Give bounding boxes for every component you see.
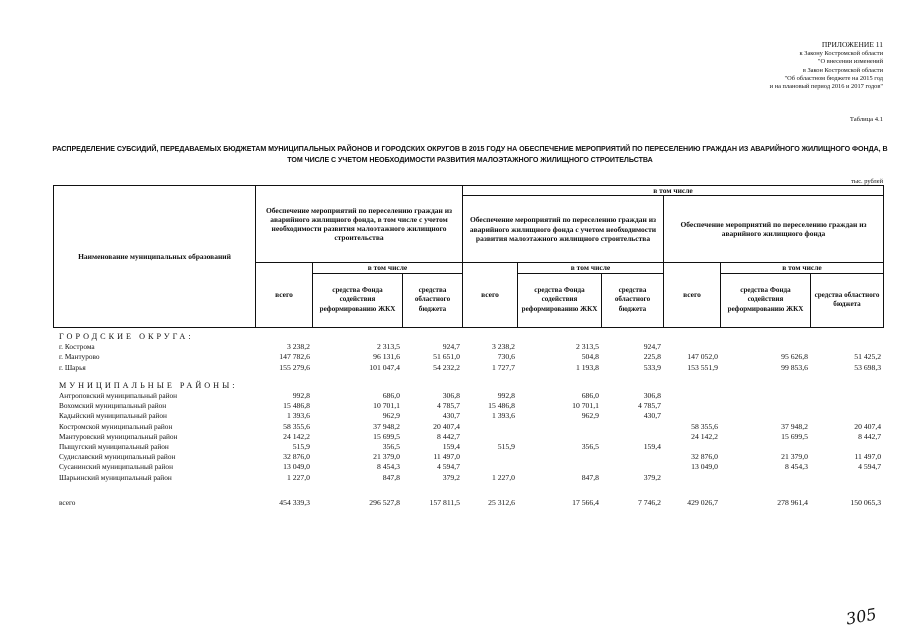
handwritten-page-number: 305 bbox=[845, 604, 879, 629]
table-cell: 159,4 bbox=[643, 442, 661, 452]
table-cell: 53 698,3 bbox=[854, 362, 882, 372]
table-row bbox=[53, 352, 883, 362]
table-cell: 430,7 bbox=[643, 411, 661, 421]
table-cell: 924,7 bbox=[442, 342, 460, 352]
section-heading-row bbox=[53, 332, 883, 342]
table-cell bbox=[720, 442, 810, 452]
table-row bbox=[53, 411, 883, 421]
table-row bbox=[53, 452, 883, 462]
row-name: Мантуровский муниципальный район bbox=[59, 431, 178, 441]
table-cell: 4 594,7 bbox=[858, 462, 882, 472]
table-cell bbox=[462, 452, 517, 462]
table-cell: 225,8 bbox=[643, 352, 661, 362]
table-cell bbox=[720, 401, 810, 411]
row-name: Вохомский муниципальный район bbox=[59, 401, 167, 411]
table-cell: 13 049,0 bbox=[283, 462, 310, 472]
table-cell: 730,6 bbox=[497, 352, 515, 362]
table-cell: 157 811,5 bbox=[429, 497, 460, 507]
table-cell: 20 407,4 bbox=[854, 421, 882, 431]
header-in-that-number-top: в том числе bbox=[463, 186, 884, 196]
table-cell: 15 699,5 bbox=[373, 431, 400, 441]
table-row bbox=[53, 432, 883, 442]
table-cell: 99 853,6 bbox=[781, 362, 808, 372]
table-cell: 11 497,0 bbox=[433, 452, 460, 462]
header-total: всего bbox=[256, 263, 313, 327]
table-cell: 13 049,0 bbox=[691, 462, 718, 472]
table-header bbox=[53, 185, 884, 328]
table-cell: 15 486,8 bbox=[488, 401, 515, 411]
table-cell: 3 238,2 bbox=[491, 342, 515, 352]
table-cell: 37 948,2 bbox=[373, 421, 400, 431]
table-cell: 153 551,9 bbox=[687, 362, 718, 372]
table-cell: 356,5 bbox=[581, 442, 599, 452]
table-cell: 504,8 bbox=[581, 352, 599, 362]
table-cell: 150 065,3 bbox=[850, 497, 882, 507]
table-cell: 58 355,6 bbox=[691, 421, 718, 431]
table-cell: 924,7 bbox=[643, 342, 661, 352]
table-cell: 1 227,0 bbox=[491, 472, 515, 482]
table-cell: 95 626,8 bbox=[781, 352, 808, 362]
table-cell: 686,0 bbox=[581, 391, 599, 401]
table-row bbox=[53, 363, 883, 373]
table-cell: 7 746,2 bbox=[637, 497, 661, 507]
table-cell bbox=[663, 391, 720, 401]
table-cell: 17 566,4 bbox=[572, 497, 599, 507]
header-group-low-rise: Обеспечение мероприятий по переселению граждан из аварийного жилищного фонда с учетом необходимости развития малоэтажного жилищного строительства bbox=[463, 196, 664, 263]
annex-line: к Закону Костромской области bbox=[799, 50, 883, 57]
table-cell bbox=[810, 442, 883, 452]
table-cell: 3 238,2 bbox=[286, 342, 310, 352]
table-cell: 37 948,2 bbox=[781, 421, 808, 431]
table-cell: 533,9 bbox=[643, 362, 661, 372]
table-cell: 962,9 bbox=[382, 411, 400, 421]
table-cell: 32 876,0 bbox=[283, 452, 310, 462]
table-cell bbox=[810, 401, 883, 411]
table-row bbox=[53, 342, 883, 352]
table-cell: 992,8 bbox=[292, 391, 310, 401]
header-fund: средства Фонда содействия реформированию ЖКХ bbox=[313, 273, 403, 327]
table-cell: 8 454,3 bbox=[376, 462, 400, 472]
header-in-that-number: в том числе bbox=[518, 263, 664, 273]
table-cell: 296 527,8 bbox=[369, 497, 400, 507]
table-cell: 51 425,2 bbox=[854, 352, 882, 362]
row-name: Костромской муниципальный район bbox=[59, 421, 173, 431]
row-name: Шарьинский муниципальный район bbox=[59, 472, 172, 482]
table-cell: 1 727,7 bbox=[491, 362, 515, 372]
table-cell: 847,8 bbox=[581, 472, 599, 482]
header-regional: средства областного бюджета bbox=[602, 273, 664, 327]
table-cell: 4 785,7 bbox=[436, 401, 460, 411]
table-cell: 1 393,6 bbox=[491, 411, 515, 421]
table-cell: 430,7 bbox=[442, 411, 460, 421]
table-cell: 356,5 bbox=[382, 442, 400, 452]
table-cell: 454 339,3 bbox=[279, 497, 310, 507]
table-row bbox=[53, 498, 883, 508]
table-number: Таблица 4.1 bbox=[849, 116, 883, 123]
table-cell bbox=[663, 342, 720, 352]
annex-line: "Об областном бюджете на 2015 год bbox=[784, 74, 883, 82]
header-in-that-number: в том числе bbox=[313, 263, 463, 273]
table-cell: 515,9 bbox=[497, 442, 515, 452]
table-row bbox=[53, 462, 883, 472]
table-cell bbox=[601, 422, 663, 432]
table-cell: 2 313,5 bbox=[575, 342, 599, 352]
row-name: Кадыйский муниципальный район bbox=[59, 411, 167, 421]
table-cell: 159,4 bbox=[442, 442, 460, 452]
table-row bbox=[53, 422, 883, 432]
table-cell: 8 442,7 bbox=[436, 431, 460, 441]
table-cell bbox=[663, 411, 720, 421]
table-row bbox=[53, 442, 883, 452]
table-cell bbox=[462, 422, 517, 432]
header-fund: средства Фонда содействия реформированию ЖКХ bbox=[518, 273, 602, 327]
unit-label: тыс. рублей bbox=[851, 178, 883, 185]
row-name: Сусанинский муниципальный район bbox=[59, 462, 173, 472]
table-cell: 4 594,7 bbox=[436, 462, 460, 472]
table-cell: 4 785,7 bbox=[637, 401, 661, 411]
table-cell: 515,9 bbox=[292, 442, 310, 452]
table-cell: 8 454,3 bbox=[784, 462, 808, 472]
row-name: г. Мантурово bbox=[59, 352, 100, 362]
section-heading: ГОРОДСКИЕ ОКРУГА: bbox=[59, 332, 194, 341]
table-cell bbox=[517, 452, 601, 462]
annex-line: в Закон Костромской области bbox=[802, 66, 883, 74]
table-cell: 2 313,5 bbox=[376, 342, 400, 352]
header-regional: средства областного бюджета bbox=[811, 273, 884, 327]
document-title: РАСПРЕДЕЛЕНИЕ СУБСИДИЙ, ПЕРЕДАВАЕМЫХ БЮДЖЕТАМ МУНИЦИПАЛЬНЫХ РАЙОНОВ И ГОРОДСКИХ ОКРУГОВ В 2015 ГОДУ НА ОБЕСПЕЧЕНИЕ МЕРОПРИЯТИЙ ПО ПЕРЕСЕЛЕНИЮ ГРАЖДАН ИЗ АВАРИЙНОГО ЖИЛИЩНОГО ФОНДА, В ТОМ ЧИСЛЕ С УЧЕТОМ НЕОБХОДИМОСТИ РАЗВИТИЯ МАЛОЭТАЖНОГО ЖИЛИЩНОГО СТРОИТЕЛЬСТВА bbox=[52, 145, 888, 164]
header-fund: средства Фонда содействия реформированию ЖКХ bbox=[721, 273, 811, 327]
table-cell bbox=[720, 391, 810, 401]
table-cell bbox=[720, 473, 810, 483]
table-cell: 101 047,4 bbox=[369, 362, 400, 372]
table-cell: 1 227,0 bbox=[286, 472, 310, 482]
table-cell: 847,8 bbox=[382, 472, 400, 482]
table-cell: 21 379,0 bbox=[373, 452, 400, 462]
table-cell: 686,0 bbox=[382, 391, 400, 401]
table-cell bbox=[601, 452, 663, 462]
table-cell: 96 131,6 bbox=[373, 352, 400, 362]
section-heading-row bbox=[53, 381, 883, 391]
table-cell bbox=[517, 422, 601, 432]
table-cell bbox=[601, 462, 663, 472]
table-cell: 1 393,6 bbox=[286, 411, 310, 421]
table-cell: 962,9 bbox=[581, 411, 599, 421]
table-cell: 278 961,4 bbox=[777, 497, 808, 507]
table-cell: 155 279,6 bbox=[279, 362, 310, 372]
row-name: Пыщугский муниципальный район bbox=[59, 442, 169, 452]
annex-line: ПРИЛОЖЕНИЕ 11 bbox=[821, 40, 883, 49]
table-cell bbox=[462, 432, 517, 442]
table-row bbox=[53, 391, 883, 401]
table-cell bbox=[720, 411, 810, 421]
table-cell bbox=[810, 411, 883, 421]
table-cell: 11 497,0 bbox=[854, 452, 882, 462]
table-cell: 51 651,0 bbox=[433, 352, 460, 362]
table-cell: 10 701,1 bbox=[373, 401, 400, 411]
header-name-column: Наименование муниципальных образований bbox=[54, 186, 256, 328]
table-cell: 306,8 bbox=[643, 391, 661, 401]
header-group-emergency: Обеспечение мероприятий по переселению граждан из аварийного жилищного фонда bbox=[664, 196, 884, 263]
table-cell: 15 486,8 bbox=[283, 401, 310, 411]
table-cell: 1 193,8 bbox=[575, 362, 599, 372]
table-cell: 8 442,7 bbox=[858, 431, 882, 441]
table-cell: 32 876,0 bbox=[691, 452, 718, 462]
table-cell: 21 379,0 bbox=[781, 452, 808, 462]
table-row bbox=[53, 401, 883, 411]
row-name: всего bbox=[59, 497, 76, 507]
table-cell bbox=[810, 391, 883, 401]
row-name: г. Шарья bbox=[59, 362, 86, 372]
header-total: всего bbox=[664, 263, 721, 327]
table-cell bbox=[517, 462, 601, 472]
table-cell: 379,2 bbox=[442, 472, 460, 482]
annex-reference bbox=[583, 40, 883, 91]
header-total: всего bbox=[463, 263, 518, 327]
header-group-total: Обеспечение мероприятий по переселению граждан из аварийного жилищного фонда, в том числе с учетом необходимости развития малоэтажного жилищного строительства bbox=[256, 186, 463, 263]
table-cell bbox=[810, 473, 883, 483]
table-cell bbox=[663, 442, 720, 452]
table-cell: 20 407,4 bbox=[433, 421, 460, 431]
row-name: Судиславский муниципальный район bbox=[59, 452, 176, 462]
table-cell bbox=[601, 432, 663, 442]
table-cell bbox=[810, 342, 883, 352]
spacer-row bbox=[53, 483, 883, 498]
table-cell bbox=[720, 342, 810, 352]
data-table bbox=[53, 332, 883, 508]
row-name: г. Кострома bbox=[59, 342, 95, 352]
header-regional: средства областного бюджета bbox=[403, 273, 463, 327]
table-cell: 58 355,6 bbox=[283, 421, 310, 431]
table-cell: 992,8 bbox=[497, 391, 515, 401]
table-row bbox=[53, 473, 883, 483]
table-cell: 147 782,6 bbox=[279, 352, 310, 362]
header-in-that-number: в том числе bbox=[721, 263, 884, 273]
table-cell: 306,8 bbox=[442, 391, 460, 401]
annex-line: и на плановый период 2016 и 2017 годов" bbox=[769, 83, 883, 91]
table-cell: 24 142,2 bbox=[691, 431, 718, 441]
table-cell: 379,2 bbox=[643, 472, 661, 482]
row-name: Антроповский муниципальный район bbox=[59, 391, 178, 401]
table-cell: 24 142,2 bbox=[283, 431, 310, 441]
table-cell: 10 701,1 bbox=[572, 401, 599, 411]
table-cell: 147 052,0 bbox=[687, 352, 718, 362]
table-cell bbox=[663, 401, 720, 411]
table-cell: 25 312,6 bbox=[488, 497, 515, 507]
table-cell: 54 232,2 bbox=[433, 362, 460, 372]
table-cell: 15 699,5 bbox=[781, 431, 808, 441]
table-cell bbox=[517, 432, 601, 442]
table-cell: 429 026,7 bbox=[687, 497, 718, 507]
annex-line: "О внесении изменений bbox=[817, 58, 883, 66]
table-cell bbox=[663, 473, 720, 483]
table-cell bbox=[462, 462, 517, 472]
spacer-row bbox=[53, 373, 883, 381]
section-heading: МУНИЦИПАЛЬНЫЕ РАЙОНЫ: bbox=[59, 380, 238, 390]
